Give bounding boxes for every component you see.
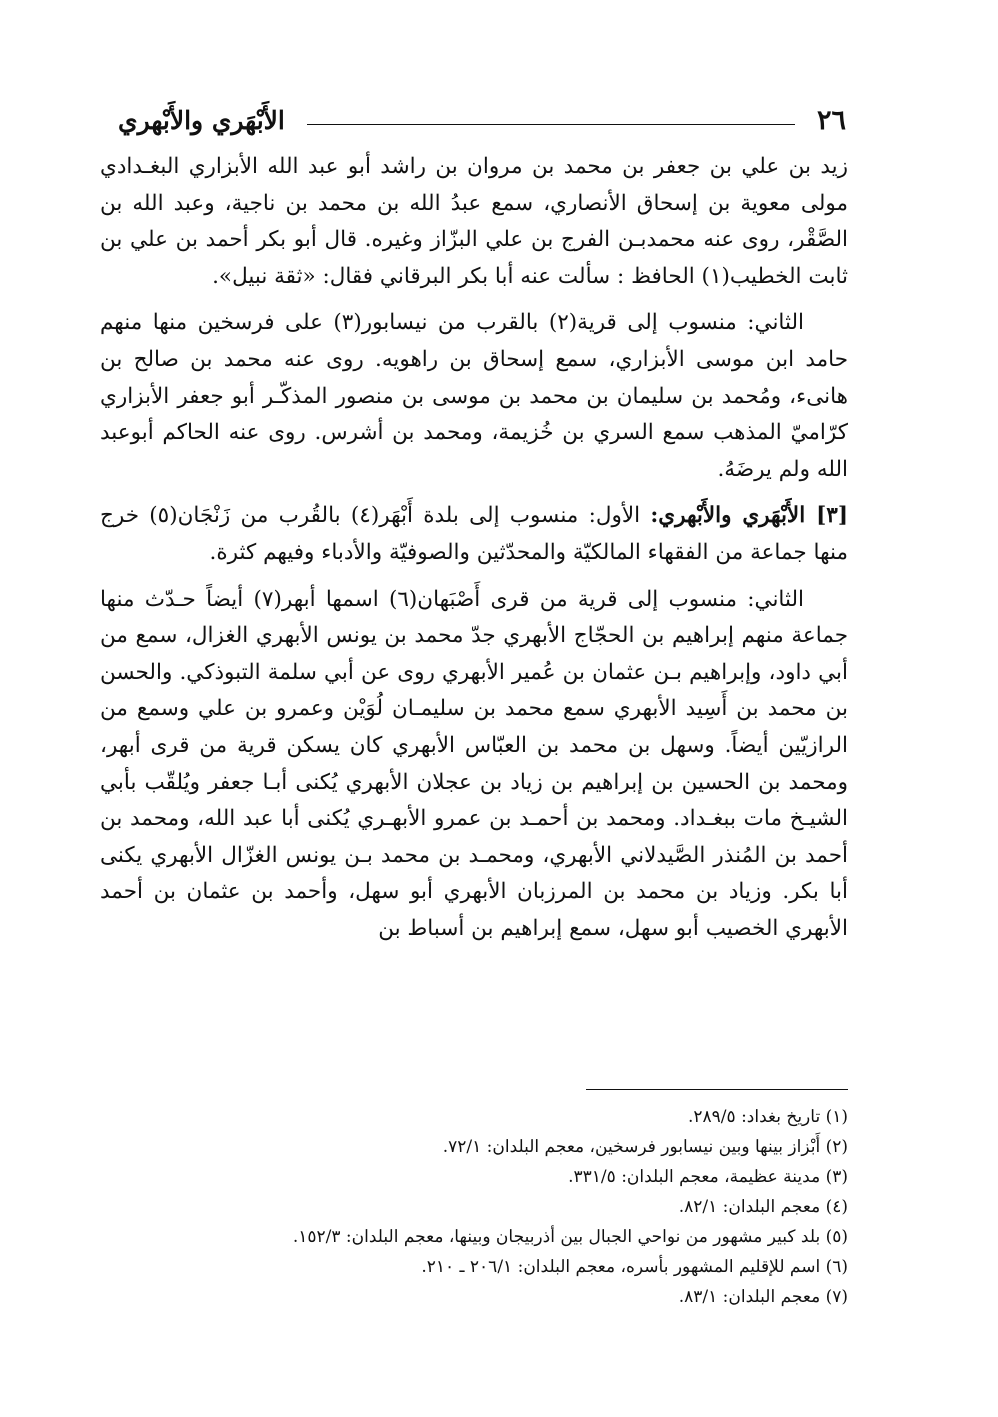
page-number: ٢٦ [816, 104, 846, 136]
footnote-7: (٧) معجم البلدان: ٨٣/١. [678, 1287, 848, 1307]
footnote-5: (٥) بلد كبير مشهور من نواحي الجبال بين أذربيجان وبينها، معجم البلدان: ١٥٢/٣. [292, 1227, 848, 1247]
footnotes [150, 1102, 848, 1312]
header-rule [307, 124, 795, 125]
footnote-4: (٤) معجم البلدان: ٨٢/١. [678, 1197, 848, 1217]
entry-heading: [٣] الأَبْهَري والأَبْهري: [650, 503, 848, 529]
paragraph-4: الثاني: منسوب إلى قرية من قرى أَصْبَهان(٦) اسمها أبهر(٧) أيضاً حـدّث منها جماعة منهم إبراهيم بن الحجّاج الأبهري جدّ محمد بن يونس الأبهري الغزال، سمع من أبي داود، وإبراهيم بـن عثمان بن عُمير الأبهري روى عن أبي سلمة التبوذكي. والحسن بن محمد بن أَسِيد الأبهري سمع محمد بن سليمـان لُوَيْن وعمرو بن علي وسمع من الرازيّين أيضاً. وسهل بن محمد بن العبّاس الأبهري كان يسكن قرية من قرى أبهر، ومحمد بن الحسين بن إبراهيم بن زياد بن عجلان الأبهري يُكنى أبـا جعفر ويُلقّب بأبي الشيـخ مات ببغـداد. ومحمد بن أحمـد بن عمرو الأبهـري يُكنى أبا عبد الله، ومحمد بن أحمد بن المُنذر الصَّيدلاني الأبهري، ومحمـد بن محمد بـن يونس الغزّال الأبهري يكنى أبا بكر. وزياد بن محمد بن المرزبان الأبهري أبو سهل، وأحمد بن عثمان بن أحمد الأبهري الخصيب أبو سهل، سمع إبراهيم بن أسباط بن [100, 586, 848, 941]
footnote-1: (١) تاريخ بغداد: ٢٨٩/٥. [688, 1107, 848, 1127]
paragraph-1: زيد بن علي بن جعفر بن محمد بن مروان بن راشد أبو عبد الله الأبزاري البغـدادي مولى معوية بن إسحاق الأنصاري، سمع عبدُ الله بن محمد بن ناجية، وعبد الله بن الصَّقْر، روى عنه محمدبـن الفرج بن علي البزّاز وغيره. قال أبو بكر أحمد بن علي بن ثابت الخطيب(١) الحافظ : سألت عنه أبا بكر البرقاني فقال: «ثقة نبيل». [100, 154, 848, 289]
page-header [118, 100, 846, 140]
footnote-3: (٣) مدينة عظيمة، معجم البلدان: ٣٣١/٥. [568, 1167, 848, 1187]
footnote-2: (٢) أَبْزاز بينها وبين نيسابور فرسخين، معجم البلدان: ٧٢/١. [442, 1137, 848, 1157]
footnote-separator [586, 1089, 848, 1090]
paragraph-2: الثاني: منسوب إلى قرية(٢) بالقرب من نيسابور(٣) على فرسخين منها منهم حامد ابن موسى الأبزاري، سمع إسحاق بن راهويه. روى عنه محمد بن صالح بن هانىء، ومُحمد بن سليمان بن محمد بن موسى بن منصور المذكّـر أبو جعفر الأبزاري كرّاميّ المذهب سمع السري بن خُزيمة، ومحمد بن أشرس. روى عنه الحاكم أبوعبد الله ولم يرضَهُ. [100, 310, 848, 482]
footnote-6: (٦) اسم للإقليم المشهور بأسره، معجم البلدان: ٢٠٦/١ ـ ٢١٠. [421, 1257, 848, 1277]
running-title: الأَبْهَري والأَبْهري [118, 105, 285, 135]
paragraph-3 [100, 498, 848, 571]
entry-text: الأول: منسوب إلى بلدة أَبْهَر(٤) بالقُرب من زَنْجَان(٥) خرج منها جماعة من الفقهاء المالكيّة والمحدّثين والصوفيّة والأدباء وفيهم كثرة. [100, 503, 848, 565]
main-text [100, 149, 848, 957]
